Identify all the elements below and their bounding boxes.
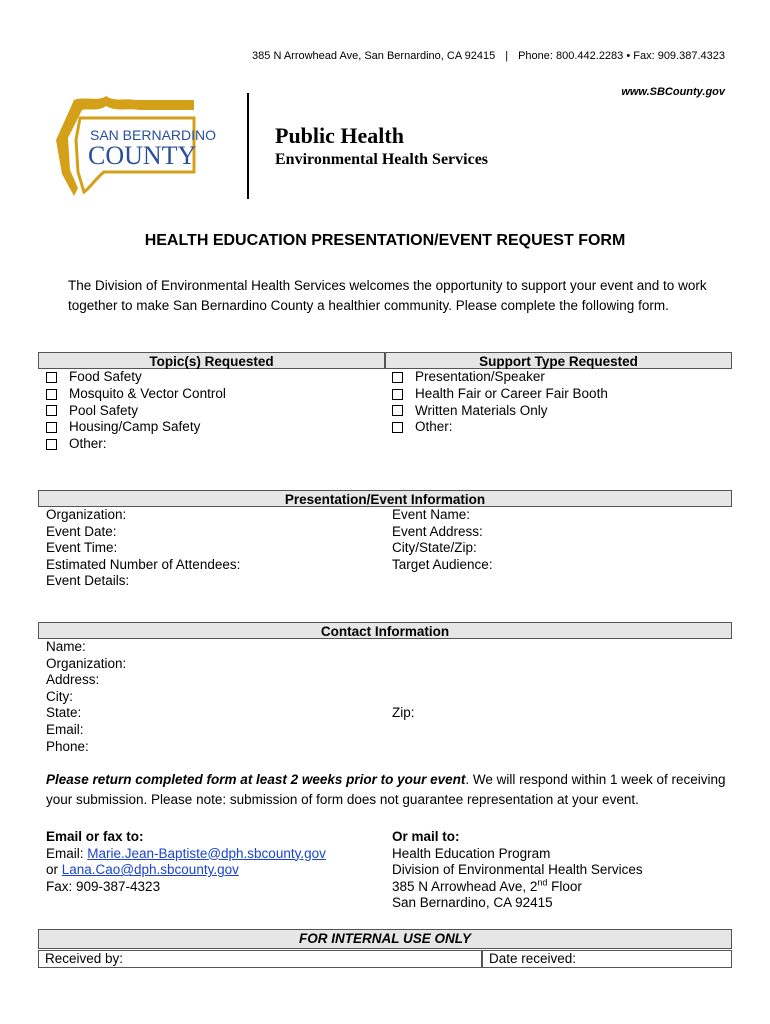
- field-city-state-zip[interactable]: City/State/Zip:: [392, 540, 477, 556]
- checkbox[interactable]: [46, 372, 57, 383]
- mail-line-1: Health Education Program: [392, 845, 551, 861]
- field-organization[interactable]: Organization:: [46, 507, 127, 522]
- list-item[interactable]: [46, 403, 226, 420]
- topic-label: Food Safety: [69, 369, 142, 384]
- event-info-left: [46, 507, 240, 590]
- support-label: Other:: [415, 419, 453, 435]
- field-target-audience[interactable]: Target Audience:: [392, 556, 493, 572]
- header-divider: [247, 93, 249, 199]
- list-item[interactable]: [46, 369, 226, 386]
- or-prefix: or: [46, 862, 62, 878]
- checkbox[interactable]: [46, 389, 57, 400]
- dept-title: Public Health: [275, 123, 404, 148]
- return-notice-bold: Please return completed form at least 2 weeks prior to your event: [46, 772, 466, 787]
- logo-text-line2: COUNTY: [88, 141, 197, 170]
- received-by-field[interactable]: Received by:: [38, 950, 482, 968]
- list-item[interactable]: [392, 386, 608, 403]
- field-event-date[interactable]: Event Date:: [46, 523, 117, 539]
- email-link-1[interactable]: Marie.Jean-Baptiste@dph.sbcounty.gov: [87, 845, 326, 861]
- field-state[interactable]: State:: [46, 705, 82, 721]
- field-city[interactable]: City:: [46, 688, 73, 704]
- support-header: Support Type Requested: [385, 352, 732, 369]
- header-website[interactable]: www.SBCounty.gov: [621, 86, 725, 98]
- event-info-header: Presentation/Event Information: [38, 490, 732, 507]
- support-list: [392, 369, 608, 436]
- support-label: Health Fair or Career Fair Booth: [415, 385, 608, 401]
- field-email[interactable]: Email:: [46, 721, 84, 737]
- header-address: 385 N Arrowhead Ave, San Bernardino, CA 92415: [252, 50, 496, 62]
- checkbox[interactable]: [392, 389, 403, 400]
- field-zip[interactable]: Zip:: [392, 705, 415, 720]
- email-fax-block: [46, 829, 326, 895]
- list-item[interactable]: [392, 403, 608, 420]
- field-name[interactable]: Name:: [46, 639, 86, 654]
- county-logo: [44, 92, 234, 202]
- checkbox[interactable]: [46, 439, 57, 450]
- header-contact-line: [252, 50, 725, 62]
- checkbox[interactable]: [392, 405, 403, 416]
- mail-header: Or mail to:: [392, 829, 460, 844]
- checkbox[interactable]: [46, 405, 57, 416]
- contact-info-left: [46, 639, 126, 755]
- mail-line-2: Division of Environmental Health Services: [392, 862, 643, 878]
- list-item[interactable]: [46, 436, 226, 453]
- mail-line-3: [392, 879, 643, 896]
- list-item[interactable]: [46, 419, 226, 436]
- field-event-address[interactable]: Event Address:: [392, 523, 483, 539]
- mail-line-3-post: Floor: [547, 878, 582, 894]
- topic-label: Other:: [69, 436, 107, 452]
- form-title: HEALTH EDUCATION PRESENTATION/EVENT REQUEST FORM: [144, 232, 626, 249]
- field-phone[interactable]: Phone:: [46, 738, 89, 754]
- email-prefix: Email:: [46, 845, 88, 861]
- return-notice-rest: . We will respond within 1 week of receiving your submission. Please note: submission of form does not guarantee representation at your event.: [46, 772, 726, 807]
- checkbox[interactable]: [392, 422, 403, 433]
- field-event-name[interactable]: Event Name:: [392, 507, 471, 522]
- topics-header: Topic(s) Requested: [38, 352, 385, 369]
- email-fax-header: Email or fax to:: [46, 829, 144, 844]
- logo-text-line1: SAN BERNARDINO: [90, 127, 217, 143]
- support-label: Presentation/Speaker: [415, 369, 545, 384]
- field-contact-organization[interactable]: Organization:: [46, 655, 127, 671]
- list-item[interactable]: [392, 419, 608, 436]
- header-separator: |: [505, 50, 509, 62]
- list-item[interactable]: [46, 386, 226, 403]
- checkbox[interactable]: [46, 422, 57, 433]
- date-received-field[interactable]: Date received:: [482, 950, 732, 968]
- contact-info-header: Contact Information: [38, 622, 732, 639]
- mail-line-3-sup: nd: [537, 877, 548, 888]
- return-notice: [46, 770, 736, 810]
- topics-list: [46, 369, 226, 453]
- field-event-time[interactable]: Event Time:: [46, 540, 118, 556]
- field-address[interactable]: Address:: [46, 672, 100, 688]
- topic-label: Housing/Camp Safety: [69, 419, 201, 435]
- mail-line-3-pre: 385 N Arrowhead Ave, 2: [392, 878, 538, 894]
- internal-use-header: FOR INTERNAL USE ONLY: [38, 929, 732, 949]
- checkbox[interactable]: [392, 372, 403, 383]
- topic-label: Mosquito & Vector Control: [69, 385, 226, 401]
- event-info-right: [392, 507, 493, 573]
- dept-subtitle: Environmental Health Services: [275, 151, 489, 168]
- mail-line-4: San Bernardino, CA 92415: [392, 895, 553, 911]
- list-item[interactable]: [392, 369, 608, 386]
- intro-paragraph: The Division of Environmental Health Services welcomes the opportunity to support your event and to work together to make San Bernardino County a healthier community. Please complete the following form.: [68, 278, 707, 313]
- mail-block: [392, 829, 643, 912]
- email-link-2[interactable]: Lana.Cao@dph.sbcounty.gov: [61, 862, 239, 878]
- fax-number: Fax: 909-387-4323: [46, 878, 161, 894]
- topic-label: Pool Safety: [69, 402, 139, 418]
- support-label: Written Materials Only: [415, 402, 548, 418]
- field-event-details[interactable]: Event Details:: [46, 573, 130, 589]
- field-attendees[interactable]: Estimated Number of Attendees:: [46, 556, 241, 572]
- header-phone-fax: Phone: 800.442.2283 • Fax: 909.387.4323: [518, 50, 725, 62]
